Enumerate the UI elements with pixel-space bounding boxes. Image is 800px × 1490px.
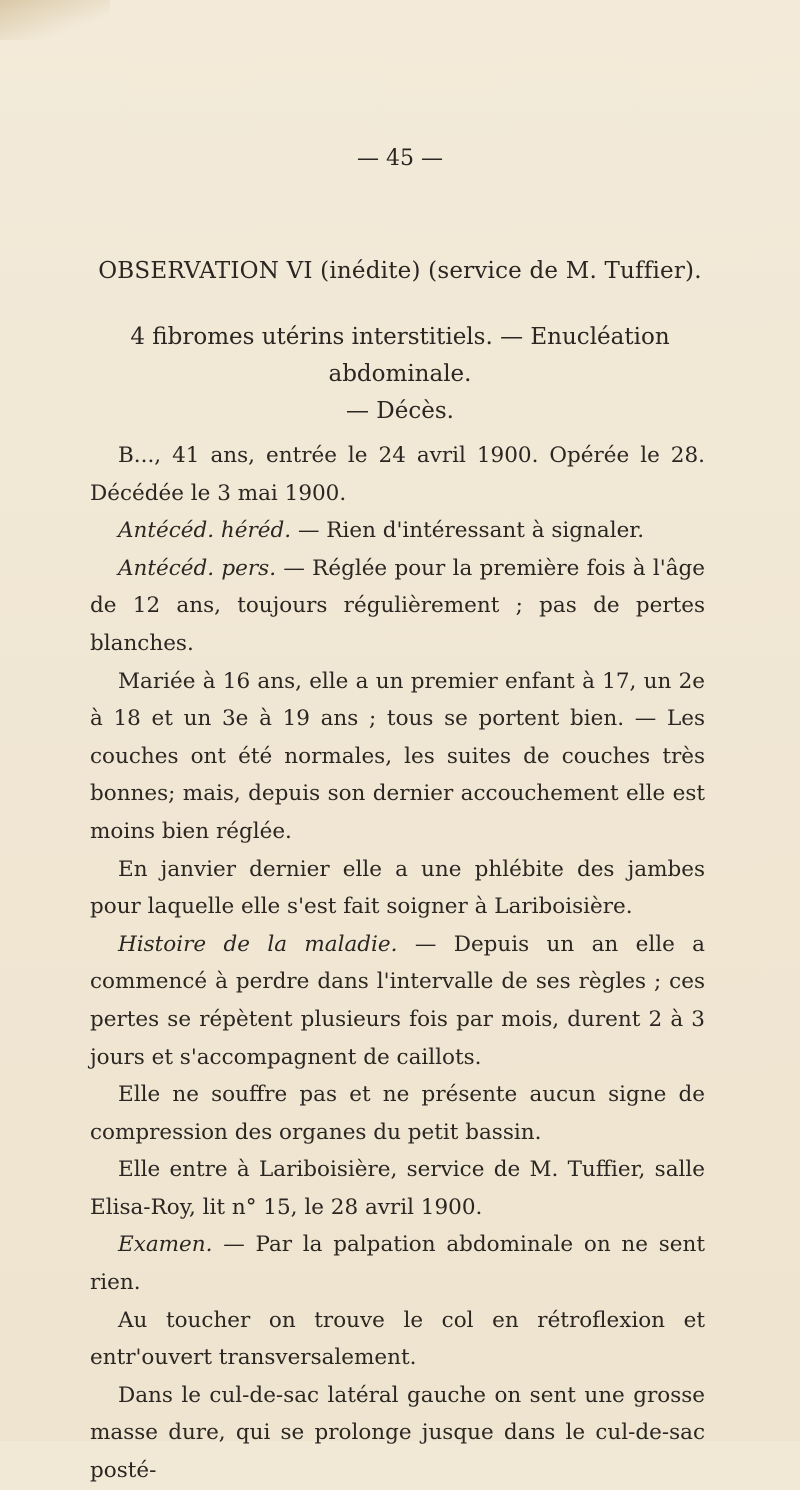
paragraph-9 bbox=[90, 1226, 705, 1301]
page-corner-stain bbox=[0, 0, 110, 40]
paragraph-10: Au toucher on trouve le col en rétroflexion et entr'ouvert transversalement. bbox=[90, 1307, 705, 1371]
subtitle-line-1: 4 fibromes utérins interstitiels. — Enucléation abdominale. bbox=[130, 324, 670, 387]
paragraph-3 bbox=[90, 550, 705, 663]
page-number: — 45 — bbox=[357, 146, 443, 171]
paragraph-4: Mariée à 16 ans, elle a un premier enfant à 17, un 2e à 18 et un 3e à 19 ans ; tous se portent bien. — Les couches ont été normales, les suites de couches très bonnes; mais, depuis son dernier accouchement elle est moins bien réglée. bbox=[90, 668, 705, 844]
paragraph-3-text: — Réglée pour la première fois à l'âge de 12 ans, toujours régulièrement ; pas de pertes blanches. bbox=[90, 555, 705, 656]
paragraph-2-text: — Rien d'intéressant à signaler. bbox=[291, 518, 645, 544]
subtitle-line-2: — Décès. bbox=[346, 398, 454, 424]
paragraph-9-text: — Par la palpation abdominale on ne sent rien. bbox=[90, 1232, 705, 1296]
paragraph-6-text: — Depuis un an elle a commencé à perdre dans l'intervalle de ses règles ; ces pertes se répètent plusieurs fois par mois, durent 2 à 3 jours et s'accompagnent de caillots. bbox=[90, 931, 705, 1070]
body-text bbox=[90, 437, 705, 1490]
paragraph-6 bbox=[90, 926, 705, 1076]
paragraph-6-label: Histoire de la maladie. bbox=[118, 931, 398, 957]
paragraph-2-label: Antécéd. héréd. bbox=[118, 518, 292, 544]
paragraph-8: Elle entre à Lariboisière, service de M. Tuffier, salle Elisa-Roy, lit n° 15, le 28 avril 1900. bbox=[90, 1157, 705, 1220]
paragraph-1: B..., 41 ans, entrée le 24 avril 1900. Opérée le 28. Décédée le 3 mai 1900. bbox=[90, 443, 705, 506]
paragraph-2 bbox=[90, 512, 705, 550]
paragraph-5: En janvier dernier elle a une phlébite des jambes pour laquelle elle s'est fait soigner à Lariboisière. bbox=[90, 856, 705, 920]
paragraph-9-label: Examen. bbox=[118, 1232, 213, 1258]
paragraph-11: Dans le cul-de-sac latéral gauche on sent une grosse masse dure, qui se prolonge jusque dans le cul-de-sac posté- bbox=[90, 1382, 705, 1484]
paragraph-3-label: Antécéd. pers. bbox=[118, 555, 277, 581]
observation-subtitle bbox=[90, 319, 710, 430]
paragraph-7: Elle ne souffre pas et ne présente aucun signe de compression des organes du petit bassin. bbox=[90, 1082, 705, 1145]
observation-title: OBSERVATION VI (inédite) (service de M. Tuffier). bbox=[98, 258, 702, 284]
